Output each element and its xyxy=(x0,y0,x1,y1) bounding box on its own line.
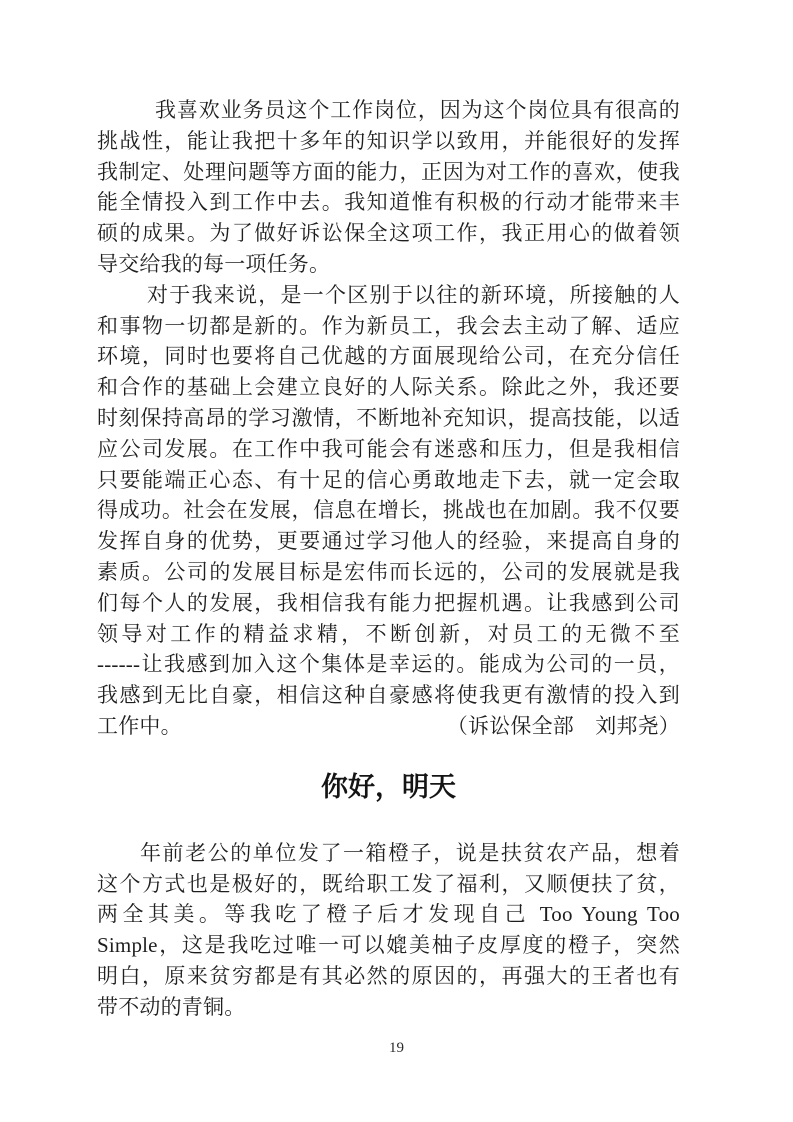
article-paragraph xyxy=(97,838,680,1023)
essay-line: 素质。公司的发展目标是宏伟而长远的，公司的发展就是我 xyxy=(97,559,680,584)
text-block xyxy=(97,95,680,1023)
essay-line: 发挥自身的优势，更要通过学习他人的经验，来提高自身的 xyxy=(97,529,680,554)
essay-line: 我喜欢业务员这个工作岗位，因为这个岗位具有很高的 xyxy=(155,98,680,122)
article-line: 明白，原来贫穷都是有其必然的原因的，再强大的王者也有 xyxy=(97,963,680,988)
essay-line: 得成功。社会在发展，信息在增长，挑战也在加剧。我不仅要 xyxy=(97,498,680,523)
article-line: 两全其美。等我吃了橙子后才发现自己 Too Young Too xyxy=(97,902,680,927)
essay-line: 挑战性，能让我把十多年的知识学以致用，并能很好的发挥 xyxy=(97,128,680,153)
article-line: 年前老公的单位发了一箱橙子，说是扶贫农产品，想着 xyxy=(140,840,680,865)
essay-paragraph-1 xyxy=(97,95,680,280)
page-number: 19 xyxy=(389,1040,404,1056)
essay-line: 时刻保持高昂的学习激情，不断地补充知识，提高技能，以适 xyxy=(97,405,680,430)
essay-signoff-text: 工作中。 xyxy=(97,713,182,738)
essay-line: 我制定、处理问题等方面的能力，正因为对工作的喜欢，使我 xyxy=(97,159,680,184)
essay-signoff-line xyxy=(97,711,680,742)
essay-line: 环境，同时也要将自己优越的方面展现给公司，在充分信任 xyxy=(97,344,680,369)
essay-line: 我感到无比自豪，相信这种自豪感将使我更有激情的投入到 xyxy=(97,683,680,708)
essay-line: 对于我来说，是一个区别于以往的新环境，所接触的人 xyxy=(147,282,680,307)
essay-line: 应公司发展。在工作中我可能会有迷惑和压力，但是我相信 xyxy=(97,436,680,461)
essay-paragraph-2 xyxy=(97,280,680,742)
essay-dash-line: ------让我感到加入这个集体是幸运的。能成为公司的一员， xyxy=(97,652,680,677)
article-line: 这个方式也是极好的，既给职工发了福利，又顺便扶了贫， xyxy=(97,871,680,896)
essay-line: 们每个人的发展，我相信我有能力把握机遇。让我感到公司 xyxy=(97,590,680,615)
article-line: Simple，这是我吃过唯一可以媲美柚子皮厚度的橙子，突然 xyxy=(97,933,680,958)
essay-line: 和合作的基础上会建立良好的人际关系。除此之外，我还要 xyxy=(97,375,680,400)
essay-signoff-author: （诉讼保全部 刘邦尧） xyxy=(446,713,680,738)
essay-line: 能全情投入到工作中去。我知道惟有积极的行动才能带来丰 xyxy=(97,190,680,215)
essay-line: 硕的成果。为了做好诉讼保全这项工作，我正用心的做着领 xyxy=(97,221,680,246)
essay-line: 导交给我的每一项任务。 xyxy=(97,251,331,276)
article-line: 带不动的青铜。 xyxy=(97,994,246,1019)
article-title: 你好，明天 xyxy=(321,771,456,802)
essay-line: 只要能端正心态、有十足的信心勇敢地走下去，就一定会取 xyxy=(97,467,680,492)
essay-line: 和事物一切都是新的。作为新员工，我会去主动了解、适应 xyxy=(97,313,680,338)
essay-line: 领导对工作的精益求精，不断创新，对员工的无微不至 xyxy=(97,621,680,646)
